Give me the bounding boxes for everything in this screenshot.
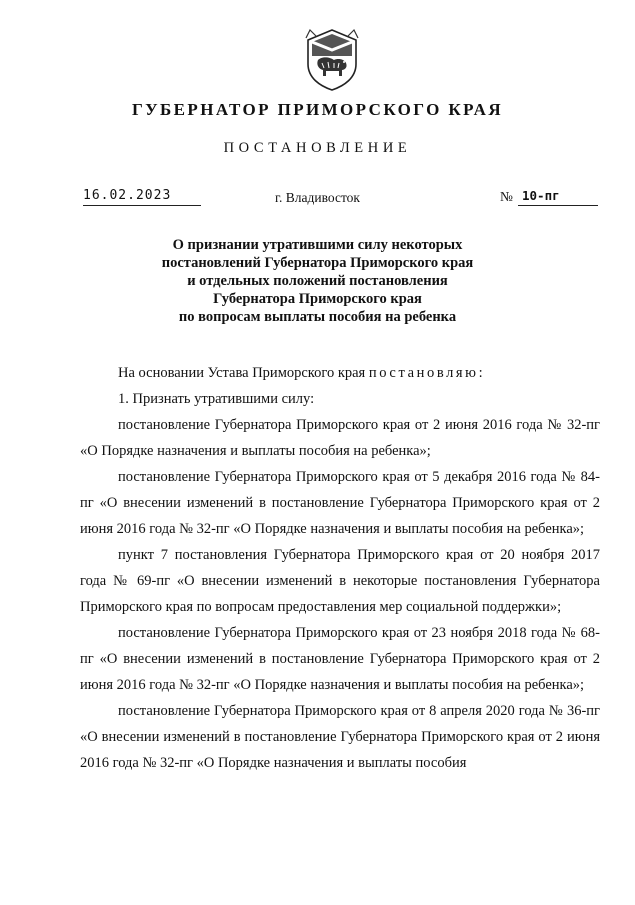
preamble-decree-word: постановляю (368, 365, 479, 381)
page-title: ГУБЕРНАТОР ПРИМОРСКОГО КРАЯ (131, 100, 504, 119)
preamble-text: На основании Устава Приморского края (118, 365, 369, 381)
item-1: 1. Признать утратившими силу: (118, 391, 315, 407)
document-number: 10-пг (518, 188, 598, 206)
body-paragraph: постановление Губернатора Приморского края от 8 апреля 2020 года № 36-пг «О внесении изменений в постановление Губернатора Приморского края от 2 июня 2016 года № 32-пг «О Порядке назначения и выплаты пособия (80, 703, 600, 771)
document-number-block (500, 188, 598, 206)
document-date: 16.02.2023 (83, 188, 201, 206)
heading-line: О признании утратившими силу некоторых (172, 237, 463, 253)
body-paragraph: постановление Губернатора Приморского края от 5 декабря 2016 года № 84-пг «О внесении изменений в постановление Губернатора Приморского края от 2 июня 2016 года № 32-пг «О Порядке назначения и выплаты пособия на ребенка»; (80, 469, 600, 537)
heading-line: и отдельных положений постановления (187, 273, 448, 289)
preamble-end: : (478, 365, 483, 381)
body-paragraph: пункт 7 постановления Губернатора Приморского края от 20 ноября 2017 года № 69-пг «О внесении изменений в некоторые постановления Губернатора Приморского края по вопросам предоставления мер социальной поддержки»; (80, 547, 600, 615)
primorsky-coat-of-arms-icon (302, 26, 362, 92)
body-paragraph: постановление Губернатора Приморского края от 23 ноября 2018 года № 68-пг «О внесении изменений в постановление Губернатора Приморского края от 2 июня 2016 года № 32-пг «О Порядке назначения и выплаты пособия на ребенка»; (80, 625, 600, 693)
heading-line: Губернатора Приморского края (213, 291, 422, 307)
body-paragraph: постановление Губернатора Приморского края от 2 июня 2016 года № 32-пг «О Порядке назначения и выплаты пособия на ребенка»; (80, 417, 600, 459)
heading-line: по вопросам выплаты пособия на ребенка (178, 309, 457, 325)
preamble-paragraph (80, 360, 600, 386)
coat-of-arms (302, 26, 362, 92)
document-body (80, 360, 600, 776)
heading-line: постановлений Губернатора Приморского края (161, 255, 474, 271)
document-heading (0, 236, 635, 326)
number-sign: № (500, 189, 513, 204)
document-city: г. Владивосток (275, 190, 360, 205)
document-type: ПОСТАНОВЛЕНИЕ (223, 140, 412, 156)
